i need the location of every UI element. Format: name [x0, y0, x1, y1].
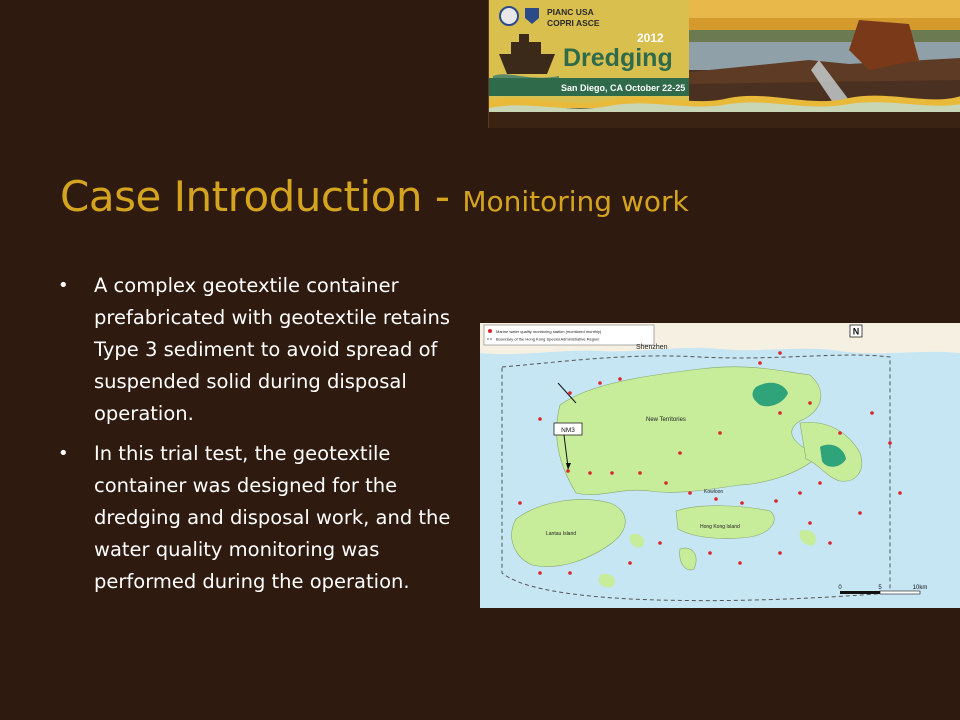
- conference-banner: [488, 0, 960, 128]
- slide-title: [60, 172, 689, 221]
- bullet-item: [58, 438, 458, 598]
- bullet-icon: •: [58, 443, 69, 464]
- pianc-logo-icon: [500, 7, 518, 25]
- banner-brand: Dredging: [563, 44, 673, 72]
- legend-station-icon: [488, 329, 492, 333]
- legend-boundary: Boundary of the Hong Kong Special Administrative Region: [496, 336, 600, 342]
- label-shenzhen: Shenzhen: [636, 344, 668, 351]
- map-legend: [484, 325, 654, 345]
- legend-stations: Marine water quality monitoring station (monitored monthly): [496, 329, 602, 334]
- banner-year: 2012: [637, 31, 664, 45]
- scale-label-10: 10km: [912, 585, 928, 591]
- banner-location: San Diego, CA October 22-25: [561, 83, 686, 93]
- bullet-list: [58, 270, 458, 606]
- bullet-icon: •: [58, 275, 69, 296]
- bullet-text: A complex geotextile container prefabricated with geotextile retains Type 3 sediment to avoid spread of suspended solid during disposal operation.: [94, 274, 450, 425]
- scale-bar: [840, 591, 920, 594]
- scale-label-5: 5: [878, 585, 882, 591]
- label-new-territories: New Territories: [646, 417, 686, 423]
- slide-title-main: Case Introduction -: [60, 172, 463, 221]
- bullet-item: [58, 270, 458, 430]
- bullet-text: In this trial test, the geotextile container was designed for the dredging and disposal work, and the water quality monitoring was performed during the operation.: [94, 442, 451, 593]
- monitoring-station-map: [480, 323, 960, 608]
- scale-label-0: 0: [838, 585, 842, 591]
- label-kowloon: Kowloon: [704, 489, 724, 495]
- label-lantau: Lantau Island: [546, 531, 577, 537]
- north-label: N: [852, 326, 860, 337]
- slide-title-sub: Monitoring work: [462, 185, 689, 218]
- banner-org-line2: COPRI ASCE: [547, 18, 600, 28]
- label-hong-kong-island: Hong Kong Island: [700, 524, 740, 530]
- banner-org-line1: PIANC USA: [547, 7, 594, 17]
- label-nm3: NM3: [561, 427, 575, 434]
